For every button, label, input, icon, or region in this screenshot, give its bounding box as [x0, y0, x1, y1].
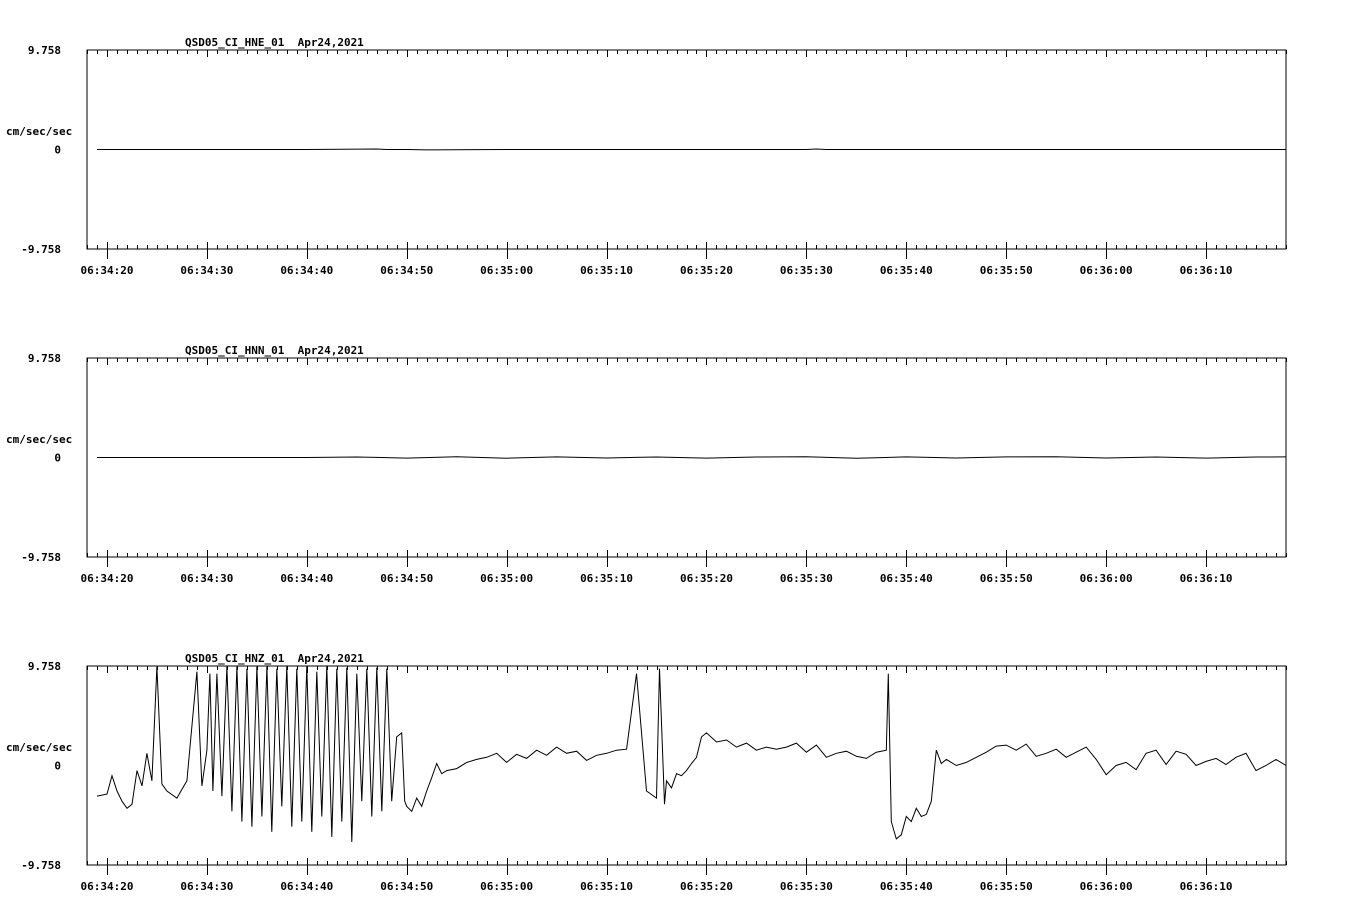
- x-tick-label: 06:35:20: [679, 880, 733, 893]
- x-tick-label: 06:36:00: [1079, 880, 1133, 893]
- x-tick-label: 06:35:30: [779, 264, 833, 277]
- x-tick-label: 06:36:10: [1179, 264, 1233, 277]
- x-tick-label: 06:35:30: [779, 572, 833, 585]
- panel-title: QSD05_CI_HNE_01 Apr24,2021: [185, 36, 364, 49]
- waveform-trace: [97, 667, 1286, 842]
- y-tick-label-min: -9.758: [21, 859, 61, 872]
- panel-3: [6, 652, 1287, 893]
- x-tick-label: 06:34:40: [280, 572, 334, 585]
- x-tick-label: 06:35:40: [879, 572, 933, 585]
- y-axis-label: cm/sec/sec: [6, 433, 73, 446]
- y-tick-label-max: 9.758: [27, 44, 61, 57]
- x-tick-label: 06:34:20: [80, 264, 134, 277]
- x-tick-label: 06:35:40: [879, 880, 933, 893]
- waveform-trace: [97, 457, 1286, 459]
- x-tick-label: 06:36:10: [1179, 572, 1233, 585]
- panel-title: QSD05_CI_HNZ_01 Apr24,2021: [185, 652, 364, 665]
- waveform-trace: [97, 149, 1286, 150]
- y-axis-label: cm/sec/sec: [6, 125, 73, 138]
- x-tick-label: 06:36:00: [1079, 572, 1133, 585]
- x-tick-label: 06:35:00: [480, 880, 534, 893]
- x-tick-label: 06:35:00: [480, 264, 534, 277]
- y-tick-label-zero: 0: [54, 143, 61, 157]
- y-tick-label-min: -9.758: [21, 243, 61, 256]
- x-tick-label: 06:35:20: [679, 572, 733, 585]
- x-tick-label: 06:35:50: [979, 264, 1033, 277]
- x-tick-label: 06:35:20: [679, 264, 733, 277]
- x-tick-label: 06:35:50: [979, 572, 1033, 585]
- x-tick-label: 06:34:30: [180, 264, 234, 277]
- panel-title: QSD05_CI_HNN_01 Apr24,2021: [185, 344, 364, 357]
- x-tick-label: 06:36:00: [1079, 264, 1133, 277]
- y-tick-label-max: 9.758: [27, 660, 61, 673]
- y-axis-label: cm/sec/sec: [6, 741, 73, 754]
- y-tick-label-zero: 0: [54, 451, 61, 465]
- x-tick-label: 06:34:20: [80, 572, 134, 585]
- x-tick-label: 06:35:10: [580, 572, 634, 585]
- x-tick-label: 06:34:50: [380, 572, 434, 585]
- x-tick-label: 06:36:10: [1179, 880, 1233, 893]
- y-tick-label-min: -9.758: [21, 551, 61, 564]
- x-tick-label: 06:34:30: [180, 572, 234, 585]
- x-tick-label: 06:35:50: [979, 880, 1033, 893]
- x-tick-label: 06:34:30: [180, 880, 234, 893]
- x-tick-label: 06:34:50: [380, 264, 434, 277]
- y-tick-label-max: 9.758: [27, 352, 61, 365]
- x-tick-label: 06:35:10: [580, 264, 634, 277]
- x-tick-label: 06:35:40: [879, 264, 933, 277]
- plot-frame: [87, 666, 1286, 865]
- x-tick-label: 06:34:50: [380, 880, 434, 893]
- x-tick-label: 06:35:10: [580, 880, 634, 893]
- x-tick-label: 06:35:00: [480, 572, 534, 585]
- x-tick-label: 06:34:20: [80, 880, 134, 893]
- x-tick-label: 06:35:30: [779, 880, 833, 893]
- x-tick-label: 06:34:40: [280, 264, 334, 277]
- panel-1: [6, 36, 1287, 277]
- panel-2: [6, 344, 1287, 585]
- y-tick-label-zero: 0: [54, 759, 61, 773]
- x-tick-label: 06:34:40: [280, 880, 334, 893]
